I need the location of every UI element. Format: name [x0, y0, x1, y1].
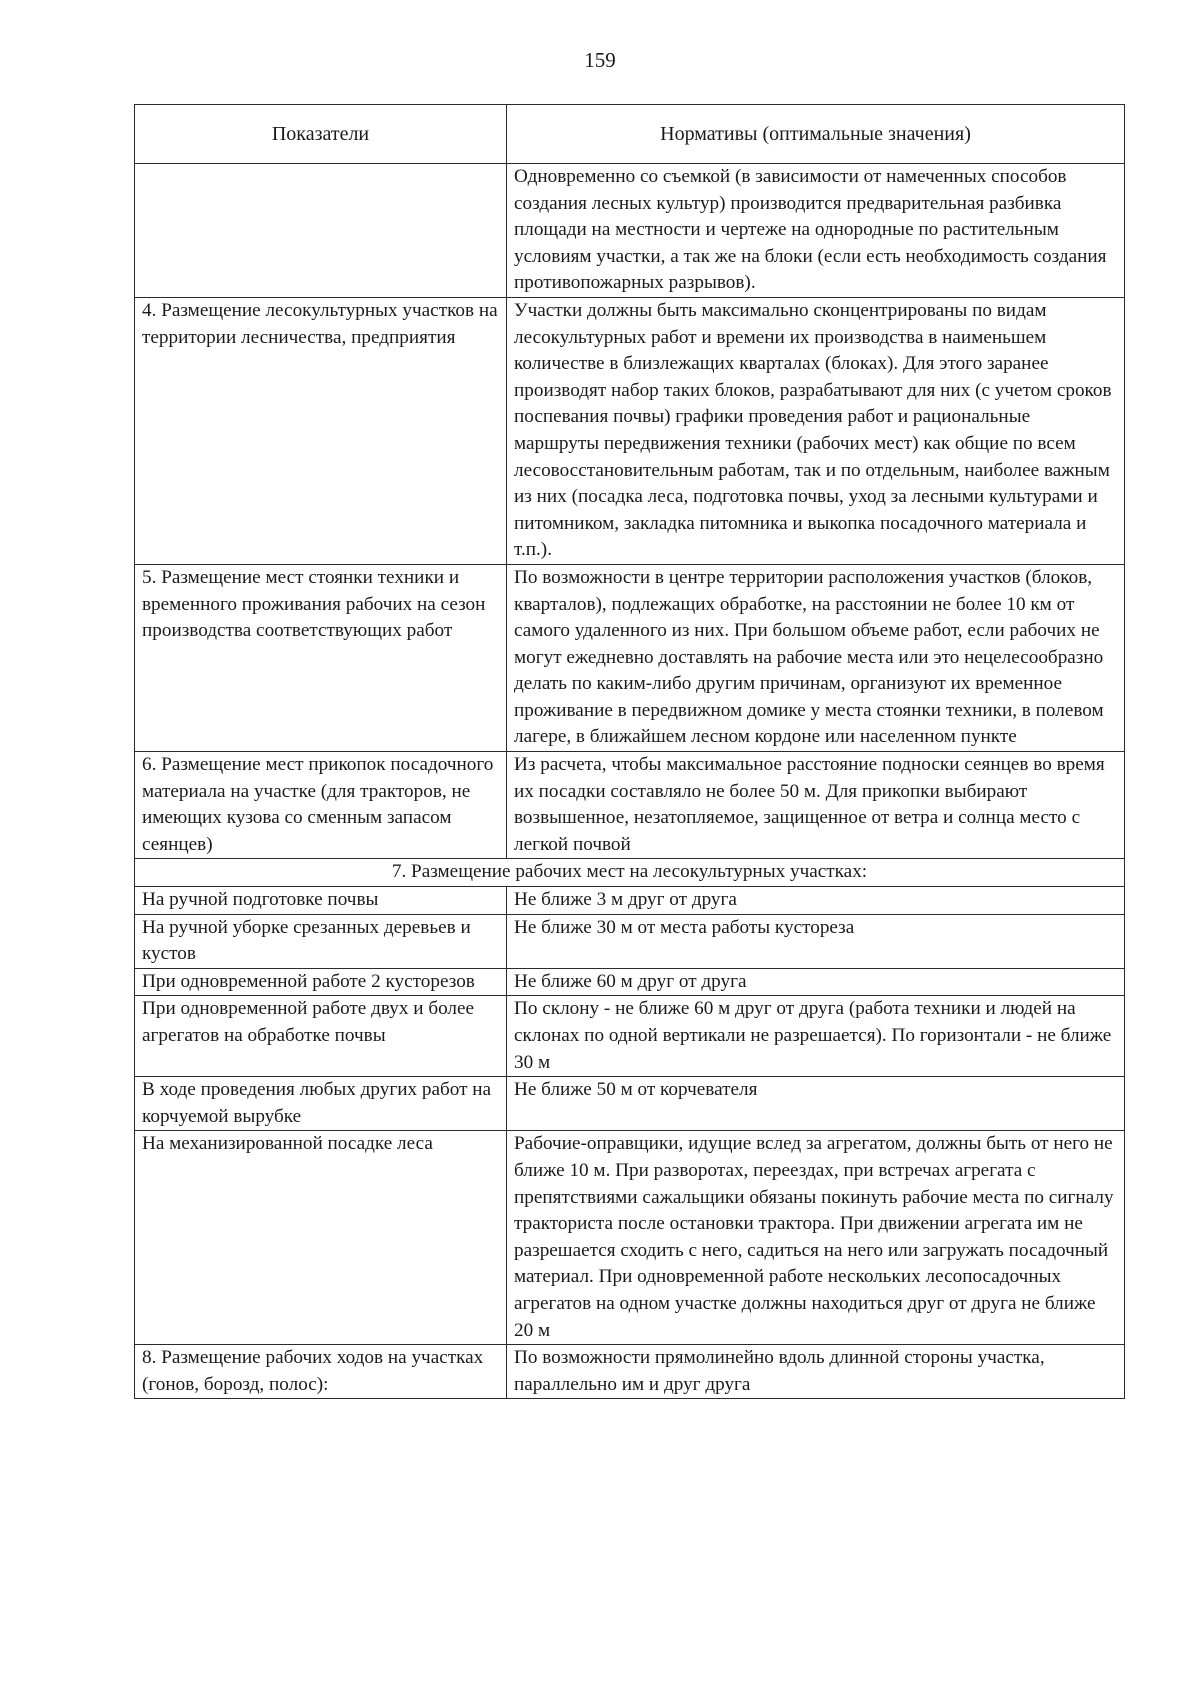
norm-cell: Не ближе 3 м друг от друга [507, 887, 1125, 915]
indicator-cell [135, 164, 507, 298]
table-row [135, 752, 1125, 859]
indicator-cell: При одновременной работе 2 кусторезов [135, 968, 507, 996]
table-header-row [135, 105, 1125, 164]
norms-table [134, 104, 1125, 1399]
header-indicators: Показатели [135, 105, 507, 164]
indicator-cell: При одновременной работе двух и более агрегатов на обработке почвы [135, 996, 507, 1077]
indicator-cell: На ручной уборке срезанных деревьев и кустов [135, 914, 507, 968]
table-row [135, 968, 1125, 996]
norm-cell: Не ближе 30 м от места работы кустореза [507, 914, 1125, 968]
indicator-cell: 6. Размещение мест прикопок посадочного материала на участке (для тракторов, не имеющих кузова со сменным запасом сеянцев) [135, 752, 507, 859]
table-row [135, 1077, 1125, 1131]
section-title: 7. Размещение рабочих мест на лесокультурных участках: [135, 859, 1125, 887]
header-norms: Нормативы (оптимальные значения) [507, 105, 1125, 164]
indicator-cell: 8. Размещение рабочих ходов на участках (гонов, борозд, полос): [135, 1345, 507, 1399]
table-row [135, 297, 1125, 564]
table-row [135, 914, 1125, 968]
table-row [135, 887, 1125, 915]
table-row [135, 164, 1125, 298]
indicator-cell: 4. Размещение лесокультурных участков на территории лесничества, предприятия [135, 297, 507, 564]
norm-cell: По склону - не ближе 60 м друг от друга (работа техники и людей на склонах по одной вертикали не разрешается). По горизонтали - не ближе 30 м [507, 996, 1125, 1077]
norm-cell: По возможности прямолинейно вдоль длинной стороны участка, параллельно им и друг друга [507, 1345, 1125, 1399]
table-row [135, 1131, 1125, 1345]
table-row [135, 996, 1125, 1077]
section-row [135, 859, 1125, 887]
table-row [135, 1345, 1125, 1399]
indicator-cell: На ручной подготовке почвы [135, 887, 507, 915]
norm-cell: Из расчета, чтобы максимальное расстояние подноски сеянцев во время их посадки составляло не более 50 м. Для прикопки выбирают возвышенное, незатопляемое, защищенное от ветра и солнца место с легкой почвой [507, 752, 1125, 859]
norm-cell: Одновременно со съемкой (в зависимости от намеченных способов создания лесных культур) производится предварительная разбивка площади на местности и чертеже на однородные по растительным условиям участки, а так же на блоки (если есть необходимость создания противопожарных разрывов). [507, 164, 1125, 298]
norm-cell: Участки должны быть максимально сконцентрированы по видам лесокультурных работ и времени их производства в наименьшем количестве в близлежащих кварталах (блоках). Для этого заранее производят набор таких блоков, разрабатывают для них (с учетом сроков поспевания почвы) графики проведения работ и рациональные маршруты передвижения техники (рабочих мест) как общие по всем лесовосстановительным работам, так и по отдельным, наиболее важным из них (посадка леса, подготовка почвы, уход за лесными культурами и питомником, закладка питомника и выкопка посадочного материала и т.п.). [507, 297, 1125, 564]
page-number: 159 [584, 48, 616, 72]
norm-cell: Не ближе 50 м от корчевателя [507, 1077, 1125, 1131]
indicator-cell: На механизированной посадке леса [135, 1131, 507, 1345]
table-row [135, 564, 1125, 751]
norm-cell: По возможности в центре территории расположения участков (блоков, кварталов), подлежащих обработке, на расстоянии не более 10 км от самого удаленного из них. При большом объеме работ, если рабочих не могут ежедневно доставлять на рабочие места или это нецелесообразно делать по каким-либо другим причинам, организуют их временное проживание в передвижном домике у места стоянки техники, в полевом лагере, в ближайшем лесном кордоне или населенном пункте [507, 564, 1125, 751]
norm-cell: Рабочие-оправщики, идущие вслед за агрегатом, должны быть от него не ближе 10 м. При разворотах, переездах, при встречах агрегата с препятствиями сажальщики обязаны покинуть рабочие места по сигналу тракториста после остановки трактора. При движении агрегата им не разрешается сходить с него, садиться на него или загружать посадочный материал. При одновременной работе нескольких лесопосадочных агрегатов на одном участке должны находиться друг от друга не ближе 20 м [507, 1131, 1125, 1345]
indicator-cell: В ходе проведения любых других работ на корчуемой вырубке [135, 1077, 507, 1131]
indicator-cell: 5. Размещение мест стоянки техники и временного проживания рабочих на сезон производства соответствующих работ [135, 564, 507, 751]
norm-cell: Не ближе 60 м друг от друга [507, 968, 1125, 996]
